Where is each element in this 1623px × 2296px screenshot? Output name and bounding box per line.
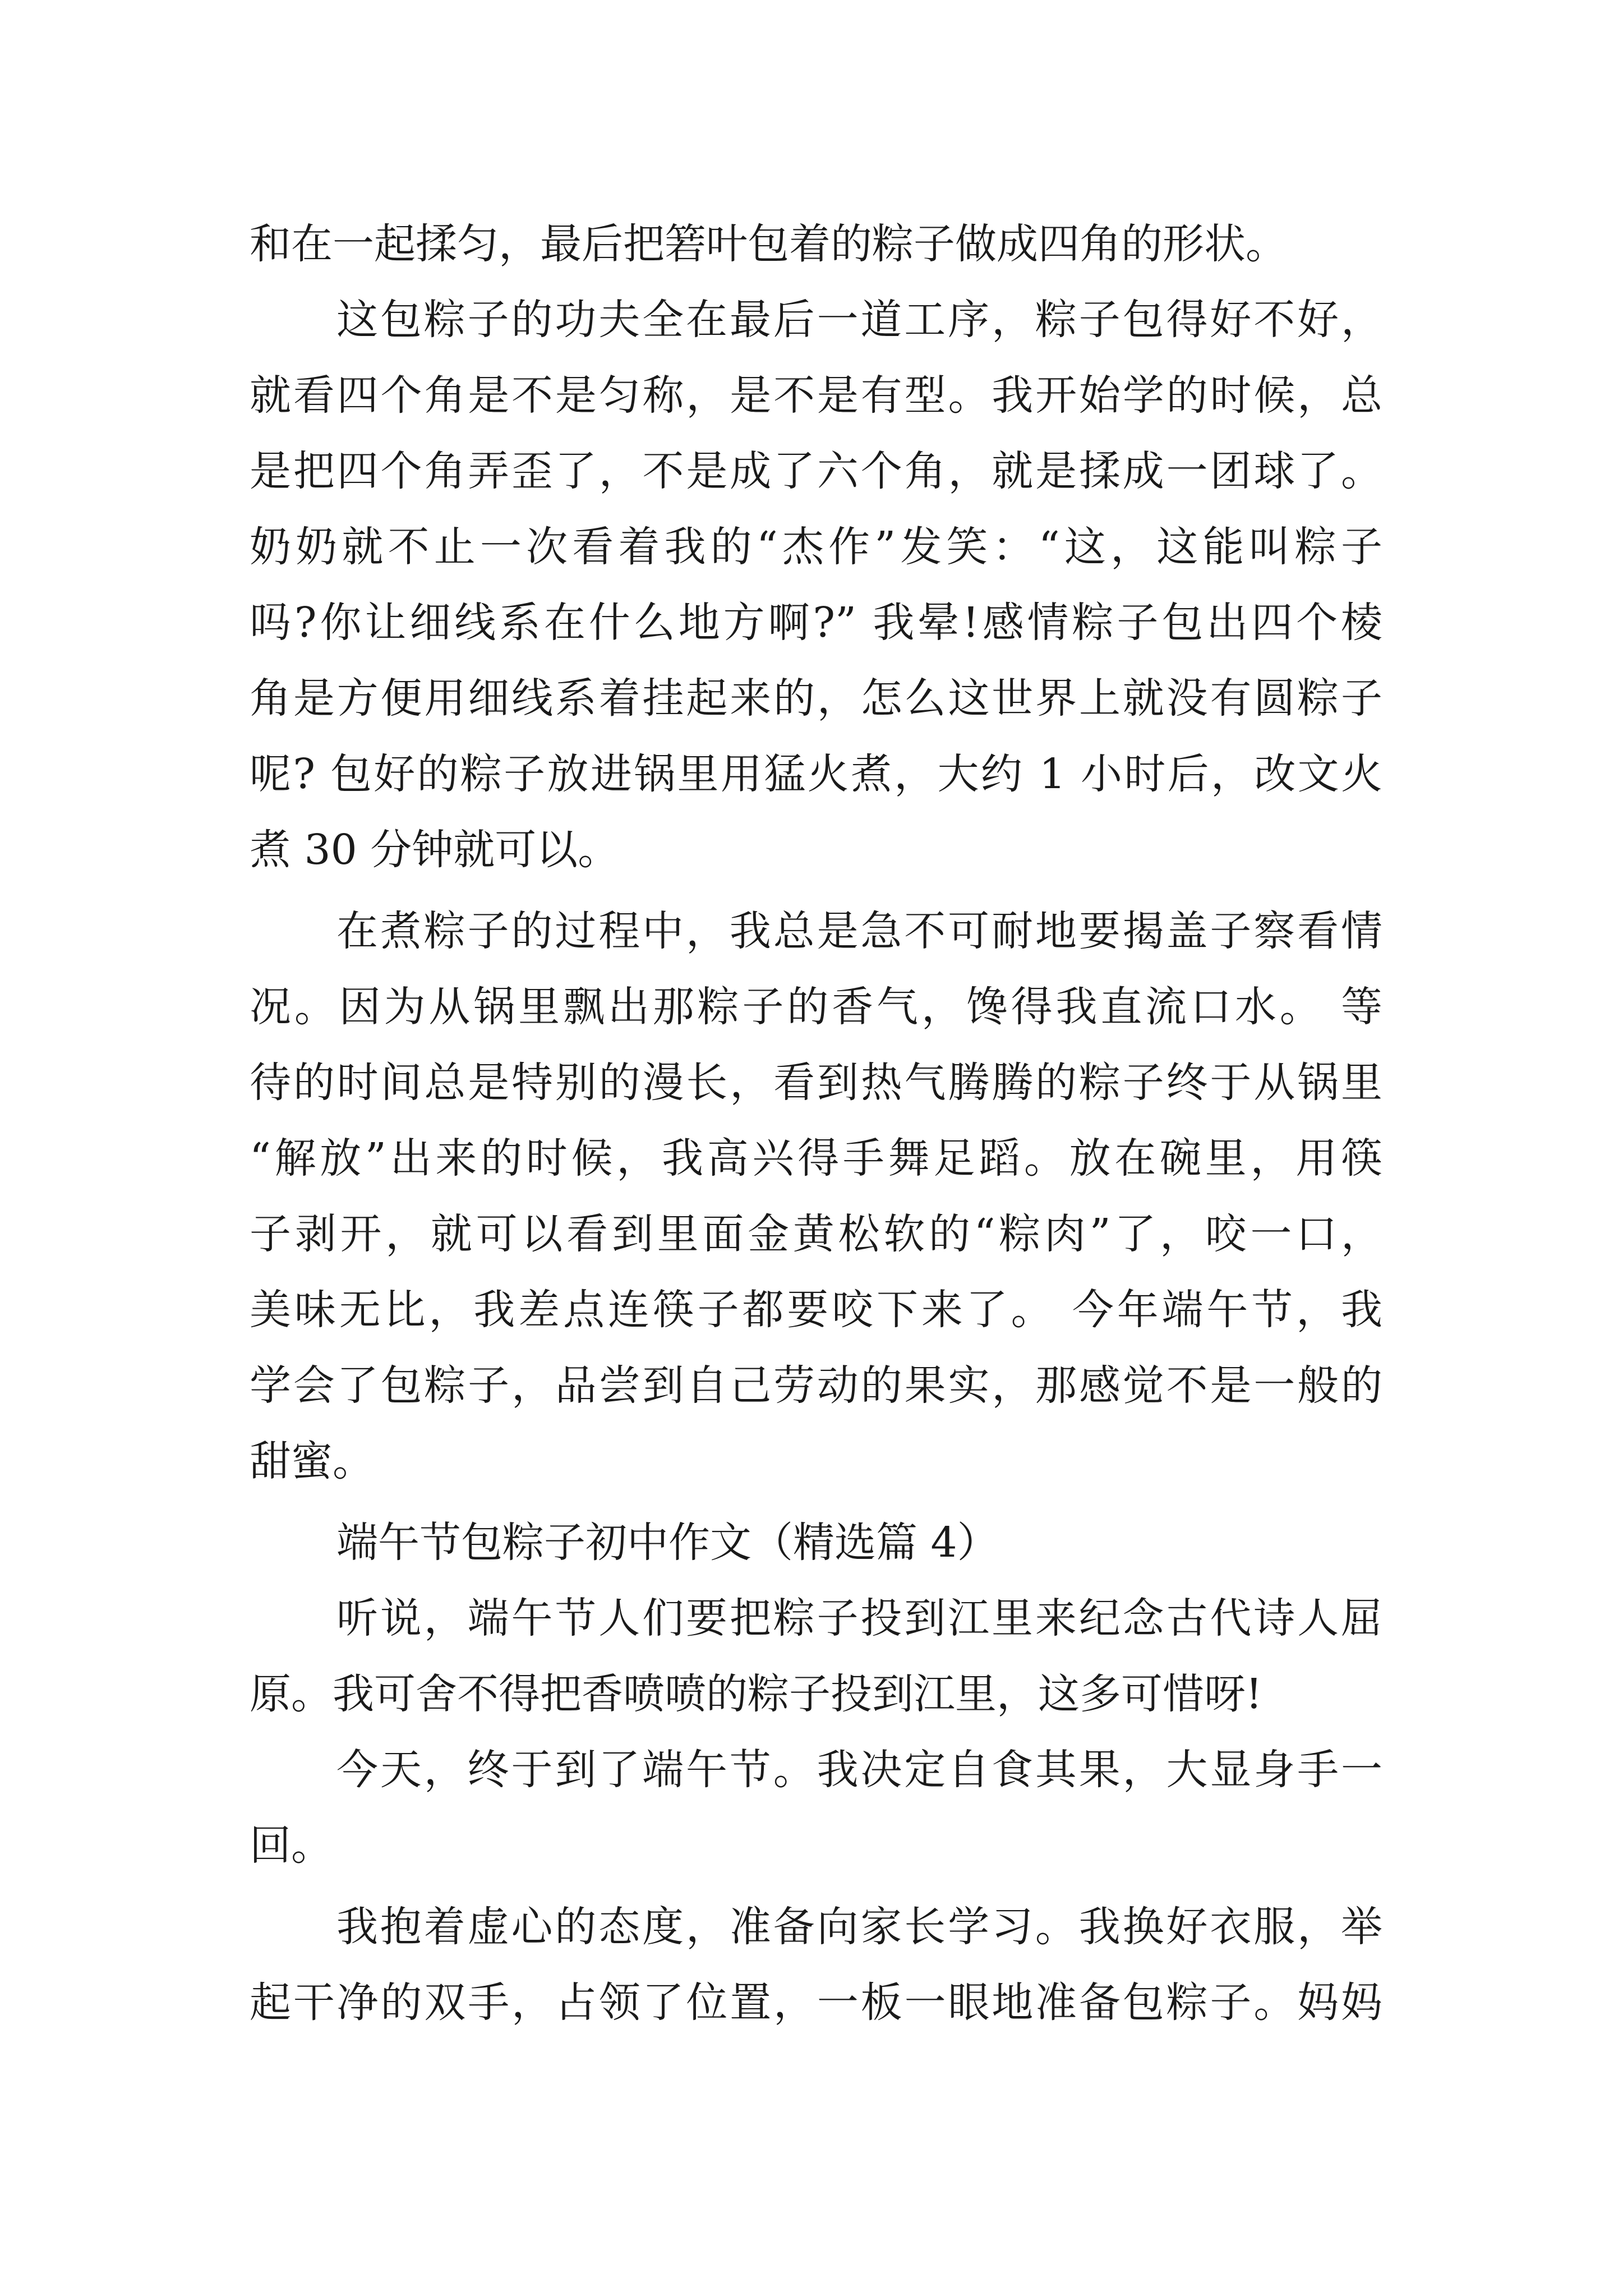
text-line: 在煮粽子的过程中，我总是急不可耐地要揭盖子察看情 — [336, 907, 1382, 955]
text-line: 奶奶就不止一次看着我的“杰作”发笑：“这，这能叫粽子 — [250, 523, 1382, 571]
text-line: 端午节包粽子初中作文（精选篇 4） — [336, 1519, 999, 1567]
text-line: 和在一起揉匀，最后把箬叶包着的粽子做成四角的形状。 — [250, 220, 1287, 268]
text-line: 听说，端午节人们要把粽子投到江里来纪念古代诗人屈 — [336, 1594, 1382, 1642]
text-line: 起干净的双手，占领了位置，一板一眼地准备包粽子。妈妈 — [250, 1978, 1382, 2027]
text-line: 是把四个角弄歪了，不是成了六个角，就是揉成一团球了。 — [250, 447, 1382, 495]
text-line: 这包粽子的功夫全在最后一道工序，粽子包得好不好， — [336, 296, 1382, 344]
text-line: “解放”出来的时候，我高兴得手舞足蹈。放在碗里，用筷 — [250, 1134, 1382, 1182]
text-line: 甜蜜。 — [250, 1437, 374, 1485]
text-line: 子剥开，就可以看到里面金黄松软的“粽肉”了，咬一口， — [250, 1210, 1382, 1258]
text-line: 原。我可舍不得把香喷喷的粽子投到江里，这多可惜呀! — [250, 1670, 1262, 1718]
text-line: 吗?你让细线系在什么地方啊?” 我晕!感情粽子包出四个棱 — [250, 599, 1382, 647]
text-line: 呢? 包好的粽子放进锅里用猛火煮，大约 1 小时后，改文火 — [250, 750, 1382, 798]
text-line: 我抱着虚心的态度，准备向家长学习。我换好衣服，举 — [336, 1903, 1382, 1951]
text-line: 今天，终于到了端午节。我决定自食其果，大显身手一 — [336, 1746, 1382, 1794]
text-line: 待的时间总是特别的漫长，看到热气腾腾的粽子终于从锅里 — [250, 1059, 1382, 1107]
text-line: 就看四个角是不是匀称，是不是有型。我开始学的时候，总 — [250, 371, 1382, 420]
text-line: 煮 30 分钟就可以。 — [250, 826, 620, 874]
text-line: 回。 — [250, 1821, 333, 1870]
text-line: 况。因为从锅里飘出那粽子的香气，馋得我直流口水。 等 — [250, 983, 1382, 1031]
text-line: 角是方便用细线系着挂起来的，怎么这世界上就没有圆粽子 — [250, 674, 1382, 723]
text-line: 美味无比，我差点连筷子都要咬下来了。 今年端午节，我 — [250, 1286, 1382, 1334]
text-line: 学会了包粽子，品尝到自己劳动的果实，那感觉不是一般的 — [250, 1361, 1382, 1410]
